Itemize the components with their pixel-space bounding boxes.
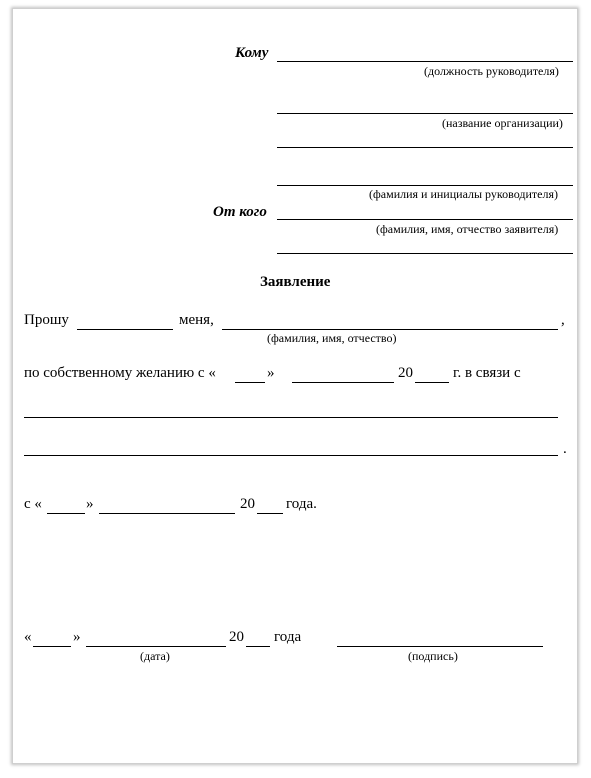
- to-extra-line: [277, 147, 573, 148]
- since-year-line: [257, 513, 283, 514]
- since-year-prefix: 20: [240, 496, 255, 512]
- reason-line-2: [24, 455, 558, 456]
- since-quote-close: »: [86, 496, 94, 512]
- from-label: От кого: [213, 204, 267, 220]
- employee-fio-line: [222, 329, 558, 330]
- to-position-hint: (должность руководителя): [424, 64, 559, 78]
- to-org-hint: (название организации): [442, 116, 563, 130]
- to-label: Кому: [235, 45, 269, 61]
- quote-close: »: [267, 365, 275, 381]
- since-label: с «: [24, 496, 42, 512]
- from-name-line: [277, 219, 573, 220]
- to-position-line: [277, 61, 573, 62]
- date-hint: (дата): [140, 649, 170, 663]
- since-suffix: года.: [286, 496, 317, 512]
- signature-line: [337, 646, 543, 647]
- to-head-name-hint: (фамилия и инициалы руководителя): [369, 187, 558, 201]
- since-day-line: [47, 513, 85, 514]
- reason-intro: г. в связи с: [453, 365, 521, 381]
- me-word: меня,: [179, 312, 214, 328]
- application-form-page: [12, 8, 578, 764]
- year-prefix: 20: [398, 365, 413, 381]
- footer-year-suffix: года: [274, 629, 302, 645]
- document-title: Заявление: [260, 274, 331, 290]
- footer-quote-open: «: [24, 629, 32, 645]
- footer-year-line: [246, 646, 270, 647]
- from-name-hint: (фамилия, имя, отчество заявителя): [376, 222, 559, 236]
- comma: ,: [561, 312, 565, 328]
- request-action-line: [77, 329, 173, 330]
- day-line: [235, 382, 265, 383]
- request-word: Прошу: [24, 312, 69, 328]
- to-head-name-line: [277, 185, 573, 186]
- footer-quote-close: »: [73, 629, 81, 645]
- footer-year-prefix: 20: [229, 629, 244, 645]
- footer-month-line: [86, 646, 226, 647]
- employee-fio-hint: (фамилия, имя, отчество): [267, 331, 397, 345]
- signature-hint: (подпись): [408, 649, 458, 663]
- footer-day-line: [33, 646, 71, 647]
- since-month-line: [99, 513, 235, 514]
- reason-line-1: [24, 417, 558, 418]
- year-line: [415, 382, 449, 383]
- to-org-line: [277, 113, 573, 114]
- reason-period: .: [563, 441, 567, 457]
- month-line: [292, 382, 394, 383]
- voluntary-text: по собственному желанию с «: [24, 365, 216, 381]
- from-extra-line: [277, 253, 573, 254]
